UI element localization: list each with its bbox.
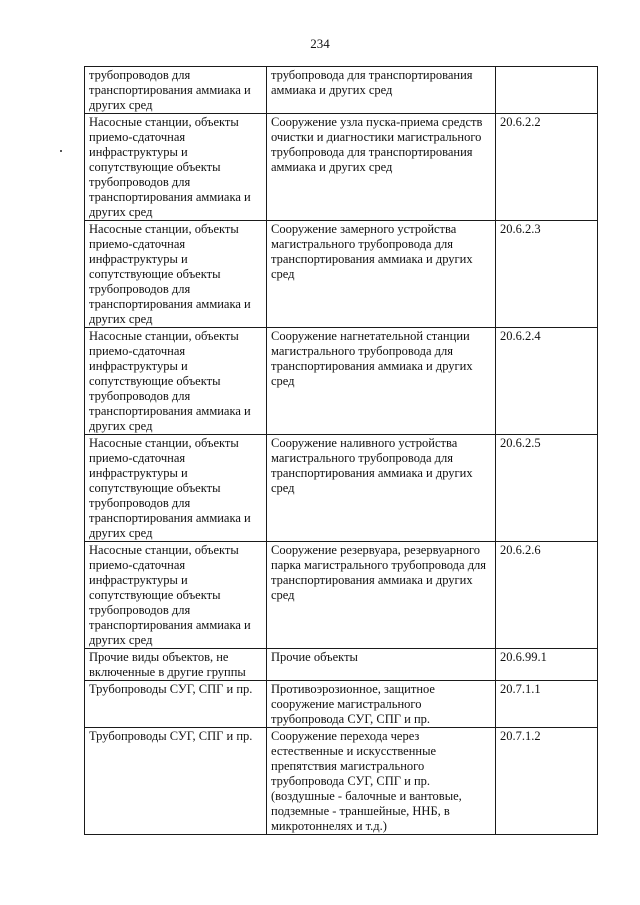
scan-mark [60, 150, 62, 152]
table-row [85, 681, 598, 728]
table-row [85, 114, 598, 221]
object-type-cell: Насосные станции, объекты приемо-сдаточная инфраструктуры и сопутствующие объекты трубопроводов для транспортирования аммиака и других сред [85, 435, 267, 542]
object-type-cell: Трубопроводы СУГ, СПГ и пр. [85, 728, 267, 835]
table-row [85, 542, 598, 649]
construction-cell: Сооружение наливного устройства магистрального трубопровода для транспортирования аммиака и других сред [267, 435, 496, 542]
code-cell: 20.6.2.5 [496, 435, 598, 542]
object-type-cell: Трубопроводы СУГ, СПГ и пр. [85, 681, 267, 728]
object-type-cell: Насосные станции, объекты приемо-сдаточная инфраструктуры и сопутствующие объекты трубопроводов для транспортирования аммиака и других сред [85, 114, 267, 221]
construction-cell: Прочие объекты [267, 649, 496, 681]
construction-cell: Сооружение перехода через естественные и искусственные препятствия магистрального трубопровода СУГ, СПГ и пр. (воздушные - балочные и вантовые, подземные - траншейные, ННБ, в микротоннелях и т.д.) [267, 728, 496, 835]
code-cell: 20.7.1.2 [496, 728, 598, 835]
table-row [85, 221, 598, 328]
page-number: 234 [310, 36, 330, 51]
construction-cell: Сооружение резервуара, резервуарного парка магистрального трубопровода для транспортирования аммиака и других сред [267, 542, 496, 649]
code-cell: 20.6.2.6 [496, 542, 598, 649]
object-type-cell: трубопроводов для транспортирования аммиака и других сред [85, 67, 267, 114]
object-type-cell: Прочие виды объектов, не включенные в другие группы [85, 649, 267, 681]
construction-cell: Сооружение узла пуска-приема средств очистки и диагностики магистрального трубопровода для транспортирования аммиака и других сред [267, 114, 496, 221]
code-cell: 20.6.99.1 [496, 649, 598, 681]
table-row [85, 67, 598, 114]
table-row [85, 435, 598, 542]
code-cell: 20.6.2.2 [496, 114, 598, 221]
table-row [85, 649, 598, 681]
classifier-table [84, 66, 598, 835]
construction-cell: Сооружение замерного устройства магистрального трубопровода для транспортирования аммиака и других сред [267, 221, 496, 328]
table-row [85, 328, 598, 435]
object-type-cell: Насосные станции, объекты приемо-сдаточная инфраструктуры и сопутствующие объекты трубопроводов для транспортирования аммиака и других сред [85, 328, 267, 435]
construction-cell: трубопровода для транспортирования аммиака и других сред [267, 67, 496, 114]
construction-cell: Противоэрозионное, защитное сооружение магистрального трубопровода СУГ, СПГ и пр. [267, 681, 496, 728]
code-cell: 20.6.2.3 [496, 221, 598, 328]
table-row [85, 728, 598, 835]
code-cell: 20.7.1.1 [496, 681, 598, 728]
code-cell: 20.6.2.4 [496, 328, 598, 435]
code-cell [496, 67, 598, 114]
object-type-cell: Насосные станции, объекты приемо-сдаточная инфраструктуры и сопутствующие объекты трубопроводов для транспортирования аммиака и других сред [85, 221, 267, 328]
construction-cell: Сооружение нагнетательной станции магистрального трубопровода для транспортирования аммиака и других сред [267, 328, 496, 435]
object-type-cell: Насосные станции, объекты приемо-сдаточная инфраструктуры и сопутствующие объекты трубопроводов для транспортирования аммиака и других сред [85, 542, 267, 649]
